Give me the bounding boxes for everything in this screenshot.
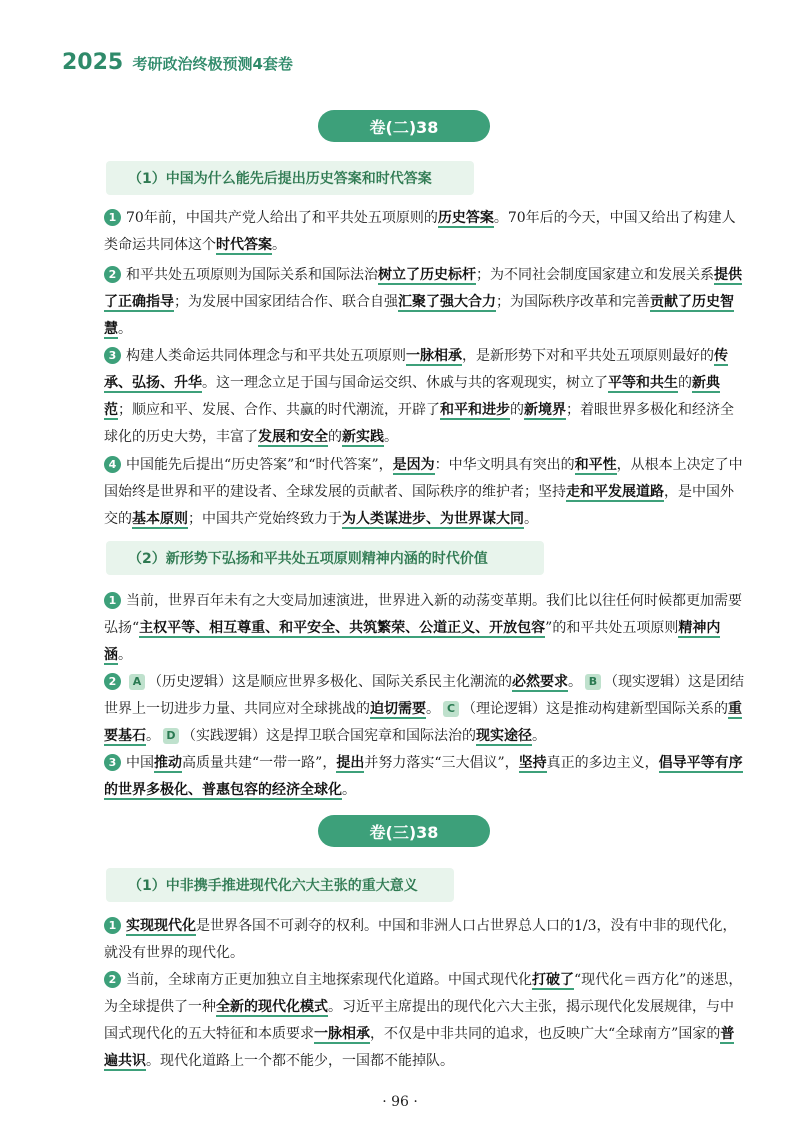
key-phrase: 打破了 [532,972,574,988]
key-phrase: 倡导平等有序的世界多极化、普惠包容的经济全球化 [104,755,743,798]
text-segment: ；中国共产党始终致力于 [188,511,342,527]
key-phrase: 是因为 [392,457,435,473]
key-phrase: 贡献了历史智慧 [104,294,734,337]
text-segment: 真正的多边主义， [546,755,659,771]
key-phrase: 新境界 [524,402,566,418]
text-segment: 。 [524,511,538,527]
key-phrase: 实现现代化 [126,918,196,934]
answer-point-4 [104,452,744,533]
point-number-badge: 1 [104,917,121,934]
question-2-title: （2）新形势下弘扬和平共处五项原则精神内涵的时代价值 [128,551,488,567]
point-number-badge: 2 [104,971,121,988]
key-phrase: 汇聚了强大合力 [398,294,496,310]
text-segment: ；为国际秩序改革和完善 [496,294,650,310]
key-phrase: 发展和安全 [258,429,328,445]
key-phrase: 和平性 [574,457,617,473]
text-segment: 。 [146,728,160,744]
text-segment: 。现代化道路上一个都不能少，一国都不能掉队。 [146,1053,454,1069]
point-number-badge: 3 [104,754,121,771]
key-phrase: 主权平等、相互尊重、和平安全、共筑繁荣、公道正义、开放包容 [139,620,546,636]
text-segment: ，从根本上决定了中国始终是世界和平的建设者、全球发展的贡献者、国际秩序的维护者；坚持 [104,457,743,500]
text-segment: 。 [532,728,546,744]
answer-point-5 [104,588,744,669]
key-phrase: 历史答案 [437,210,494,226]
volume-3-badge [318,815,490,847]
header-subtitle: 考研政治终极预测4套卷 [132,55,293,73]
text-segment: 是世界各国不可剥夺的权利。中国和非洲人口占世界总人口的1/3，没有中非的现代化，就没有世界的现代化。 [104,918,737,961]
key-phrase: 提供了正确指导 [104,267,742,310]
page-number: · 96 · [382,1094,418,1110]
key-phrase: 时代答案 [216,237,272,253]
text-segment: 。 [568,674,582,690]
text-segment: （历史逻辑）这是顺应世界多极化、国际关系民主化潮流的 [148,674,512,690]
logic-label-a: A [129,674,145,690]
logic-label-d: D [163,728,179,744]
key-phrase: 和平和进步 [440,402,510,418]
key-phrase: 精神内涵 [104,620,721,663]
text-segment: 。 [118,321,132,337]
text-segment: 构建人类命运共同体理念与和平共处五项原则 [126,348,406,364]
key-phrase: 重要基石 [104,701,742,744]
text-segment: （现实逻辑）这是团结世界上一切进步力量、共同应对全球挑战的 [104,674,744,717]
text-segment: 高质量共建“一带一路”， [182,755,337,771]
text-segment: 。 [384,429,398,445]
text-segment: ，是中国外交的 [104,484,734,527]
text-segment: 当前，世界百年未有之大变局加速演进，世界进入新的动荡变革期。我们比以往任何时候都更加需要弘扬“ [104,593,742,636]
text-segment: 和平共处五项原则为国际关系和国际法治 [126,267,378,283]
question-3-title: （1）中非携手推进现代化六大主张的重大意义 [128,878,418,894]
answer-point-7 [104,750,744,804]
text-segment: ；顺应和平、发展、合作、共赢的时代潮流，开辟了 [118,402,440,418]
book-header [62,50,293,75]
text-segment: 。 [118,647,132,663]
point-number-badge: 1 [104,209,121,226]
answer-point-2 [104,262,744,343]
key-phrase: 新实践 [342,429,384,445]
key-phrase: 传承、弘扬、升华 [104,348,728,391]
text-segment: ；为发展中国家团结合作、联合自强 [174,294,398,310]
text-segment: ，是新形势下对和平共处五项原则最好的 [462,348,714,364]
question-1-heading [106,161,474,195]
point-number-badge: 1 [104,592,121,609]
point-number-badge: 4 [104,456,121,473]
header-year: 2025 [62,50,124,75]
text-segment: ，不仅是中非共同的追求，也反映广大“全球南方”国家的 [370,1026,721,1042]
key-phrase: 必然要求 [512,674,568,690]
answer-point-8 [104,913,744,967]
answer-point-9 [104,967,744,1075]
text-segment: 的 [328,429,342,445]
key-phrase: 基本原则 [132,511,188,527]
text-segment: 的 [678,375,692,391]
point-number-badge: 2 [104,673,121,690]
key-phrase: 坚持 [518,755,547,771]
volume-3-label: 卷(三)38 [369,822,439,842]
question-1-title: （1）中国为什么能先后提出历史答案和时代答案 [128,171,432,187]
volume-2-label: 卷(二)38 [369,117,439,137]
text-segment: ；着眼世界多极化和经济全球化的历史大势，丰富了 [104,402,734,445]
answer-point-6 [104,669,744,750]
text-segment: 并努力落实“三大倡议”， [364,755,519,771]
text-segment: 当前，全球南方正更加独立自主地探索现代化道路。中国式现代化 [126,972,532,988]
volume-2-badge [318,110,490,142]
text-segment: ：中华文明具有突出的 [434,457,575,473]
key-phrase: 为人类谋进步、为世界谋大同 [342,511,524,527]
key-phrase: 平等和共生 [608,375,678,391]
key-phrase: 树立了历史标杆 [378,267,476,283]
point-number-badge: 2 [104,266,121,283]
answer-point-3 [104,343,744,451]
text-segment: 70年前，中国共产党人给出了和平共处五项原则的 [126,210,438,226]
text-segment: 的 [510,402,524,418]
text-segment: 中国 [126,755,154,771]
key-phrase: 现实途径 [476,728,532,744]
text-segment: 中国能先后提出“历史答案”和“时代答案”， [126,457,393,473]
text-segment: ；为不同社会制度国家建立和发展关系 [476,267,714,283]
text-segment: 。习近平主席提出的现代化六大主张，揭示现代化发展规律，与中国式现代化的五大特征和本质要求 [104,999,734,1042]
text-segment: 。 [272,237,286,253]
text-segment: （理论逻辑）这是推动构建新型国际关系的 [462,701,728,717]
key-phrase: 提出 [336,755,365,771]
point-number-badge: 3 [104,347,121,364]
text-segment: 。 [342,782,356,798]
answer-point-1 [104,205,744,259]
key-phrase: 迫切需要 [370,701,426,717]
question-2-heading [106,541,544,575]
key-phrase: 走和平发展道路 [566,484,664,500]
key-phrase: 推动 [154,755,182,771]
logic-label-b: B [585,674,601,690]
text-segment: “现代化＝西方化”的迷思，为全球提供了一种 [104,972,743,1015]
key-phrase: 全新的现代化模式 [216,999,328,1015]
text-segment: （实践逻辑）这是捍卫联合国宪章和国际法治的 [182,728,476,744]
key-phrase: 普遍共识 [104,1026,735,1069]
logic-label-c: C [443,701,459,717]
text-segment: 。 [426,701,440,717]
key-phrase: 一脉相承 [406,348,462,364]
text-segment: 。这一理念立足于国与国命运交织、休戚与共的客观现实，树立了 [202,375,608,391]
text-segment: 。70年后的今天，中国又给出了构建人类命运共同体这个 [104,210,736,253]
text-segment: ”的和平共处五项原则 [545,620,679,636]
key-phrase: 新典范 [104,375,720,418]
key-phrase: 一脉相承 [314,1026,370,1042]
question-3-heading [106,868,454,902]
